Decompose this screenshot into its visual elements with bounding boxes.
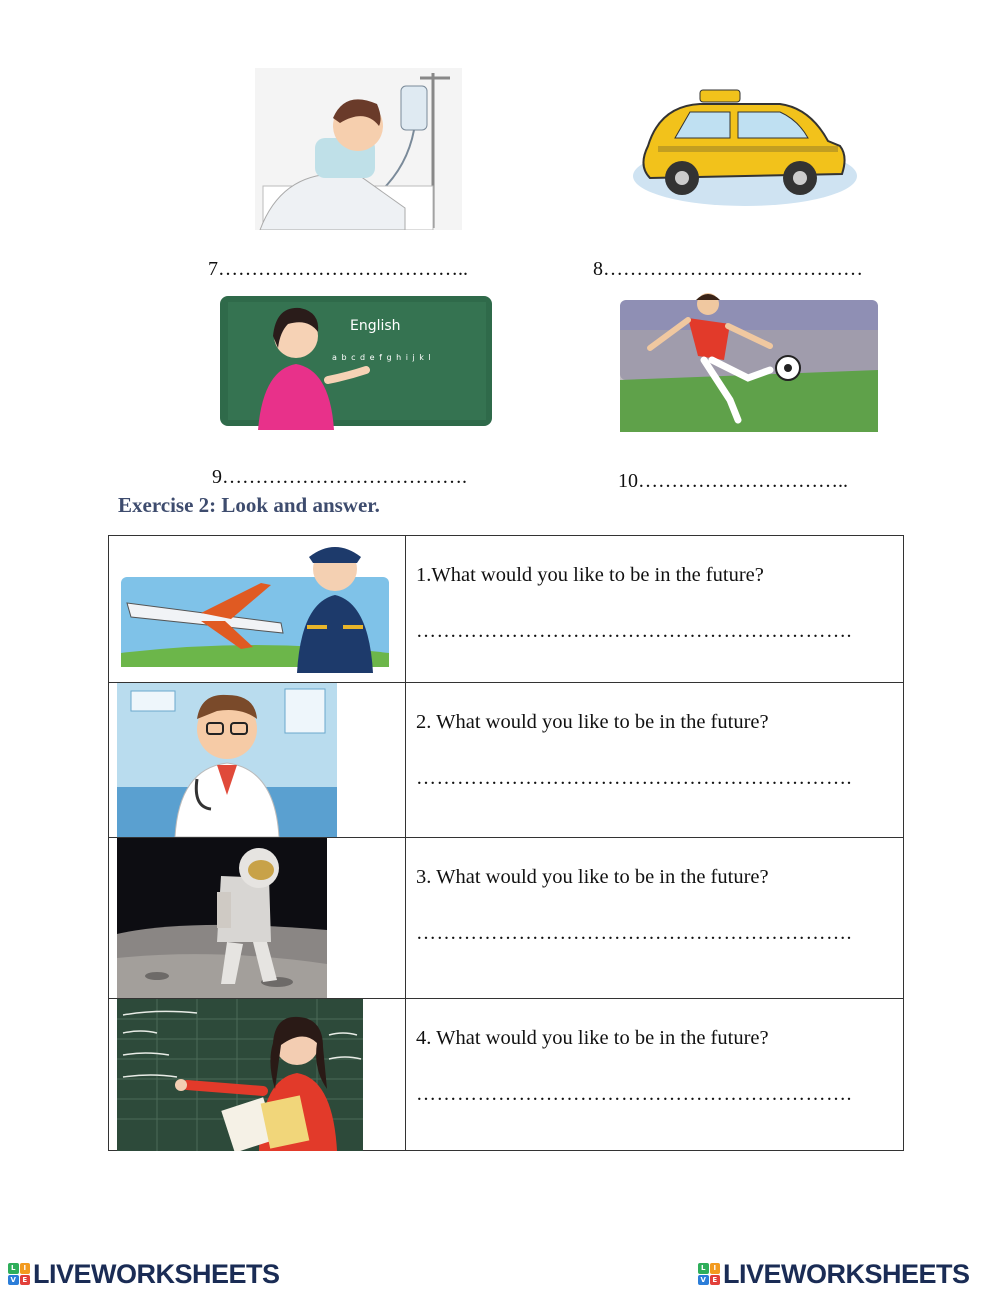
table-row: [109, 536, 904, 683]
teacher-picture-cell: [109, 999, 406, 1151]
patient-picture: [255, 68, 462, 230]
question-2-cell: [406, 683, 904, 838]
answer-2-line[interactable]: ……………………………………………………….: [416, 767, 852, 789]
answer-3-line[interactable]: ……………………………………………………….: [416, 922, 852, 944]
astronaut-picture: [117, 838, 327, 998]
item-8-label: 8…………………………………: [593, 258, 863, 280]
table-row: [109, 838, 904, 999]
football-player-picture: [620, 290, 878, 438]
teacher-picture: [117, 999, 363, 1151]
question-2: 2. What would you like to be in the future?: [416, 711, 769, 733]
chalkboard-letters: a b c d e f g h i j k l: [332, 353, 432, 362]
chalkboard-word: English: [350, 318, 401, 334]
question-4: 4. What would you like to be in the future?: [416, 1027, 769, 1049]
answer-4-line[interactable]: ……………………………………………………….: [416, 1083, 852, 1105]
answer-1-line[interactable]: ……………………………………………………….: [416, 620, 852, 642]
table-row: [109, 999, 904, 1151]
taxi-picture: [630, 86, 860, 208]
liveworksheets-logo-right[interactable]: [698, 1258, 970, 1290]
english-teacher-picture: [218, 292, 494, 430]
pilot-picture: [121, 541, 389, 673]
pilot-picture-cell: [109, 536, 406, 683]
exercise-2-table: [108, 535, 904, 1151]
exercise-2-title: Exercise 2: Look and answer.: [118, 493, 380, 517]
question-1: 1.What would you like to be in the future?: [416, 564, 764, 586]
liveworksheets-brand-text: LIVEWORKSHEETS: [723, 1258, 970, 1289]
table-row: [109, 683, 904, 838]
question-3: 3. What would you like to be in the future?: [416, 866, 769, 888]
question-1-cell: [406, 536, 904, 683]
liveworksheets-logo-left[interactable]: [8, 1258, 280, 1290]
item-10-label: 10…………………………..: [618, 470, 848, 492]
item-9-label: 9……………………………….: [212, 466, 467, 488]
question-4-cell: [406, 999, 904, 1151]
astronaut-picture-cell: [109, 838, 406, 999]
doctor-picture-cell: [109, 683, 406, 838]
doctor-picture: [117, 683, 337, 837]
question-3-cell: [406, 838, 904, 999]
liveworksheets-badge-icon: L I V E: [8, 1263, 30, 1285]
item-7-label: 7………………………………..: [208, 258, 468, 280]
liveworksheets-badge-icon: L I V E: [698, 1263, 720, 1285]
liveworksheets-brand-text: LIVEWORKSHEETS: [33, 1258, 280, 1289]
